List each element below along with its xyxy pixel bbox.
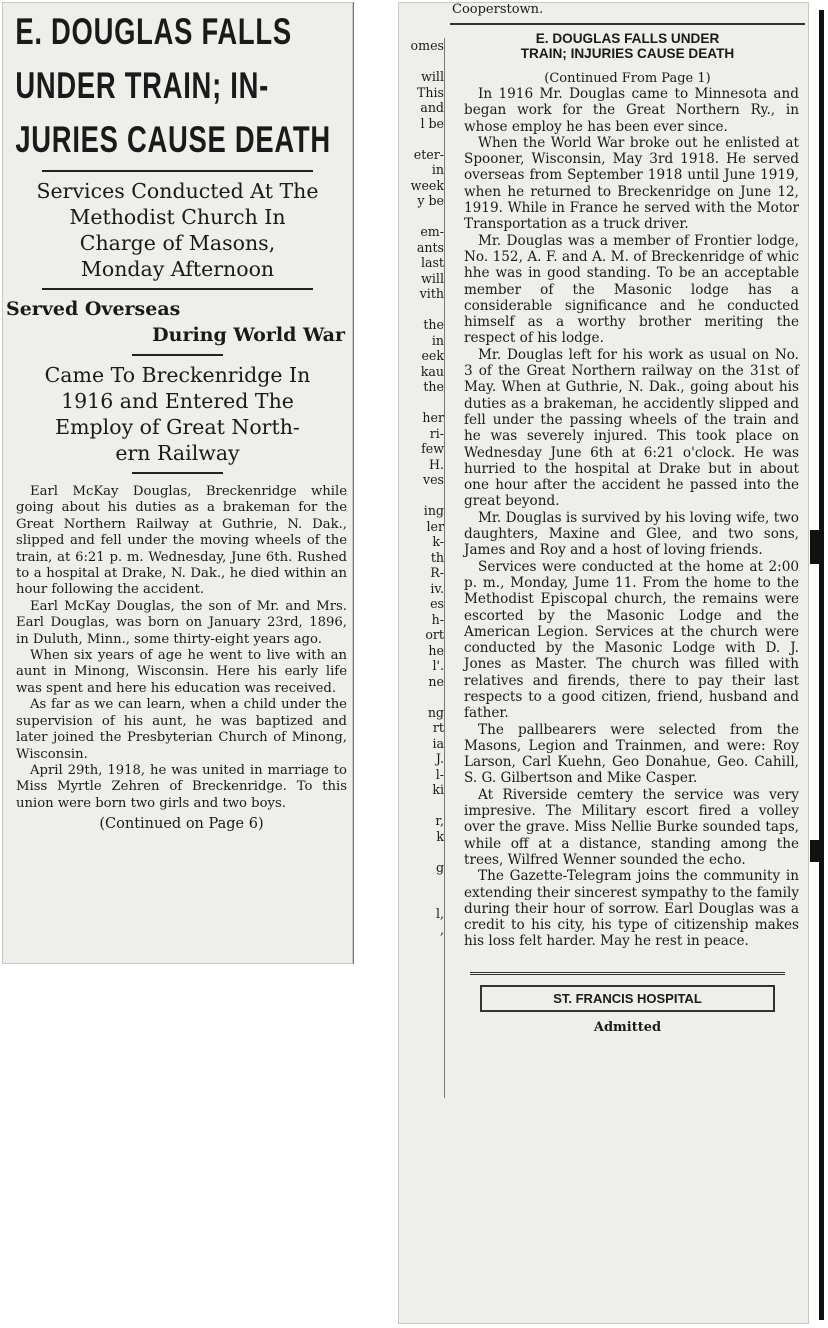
fragment-line <box>398 844 444 860</box>
continued-note: (Continued on Page 6) <box>99 816 264 833</box>
headline-line: TRAIN; INJURIES CAUSE DEATH <box>520 46 735 61</box>
continued-from: (Continued From Page 1) <box>544 71 711 86</box>
paragraph: Mr. Douglas was a member of Frontier lodge, No. 152, A. F. and A. M. of Breckenridge of whic hhe was in good standing. To be an acceptable member of the Masonic lodge has a considerable significance and he conducted himself as a worthy brother meriting the respect of his lodge. <box>464 232 799 347</box>
page-edge-mark <box>810 530 824 564</box>
fragment-line <box>398 937 444 953</box>
fragment-line: ants <box>416 239 444 255</box>
fragment-line: ki <box>432 782 444 797</box>
paragraph: Mr. Douglas is survived by his loving wife, two daughters, Maxine and Glee, and two sons, James and Roy and a host of loving friends. <box>464 509 799 559</box>
fragment-line <box>398 54 444 70</box>
deck-line: Methodist Church In <box>69 205 286 229</box>
fragment-line <box>398 875 444 891</box>
fragment-line: l, <box>435 906 444 921</box>
fragment-line: J. <box>435 751 444 766</box>
paragraph: The Gazette-Telegram joins the community in extending their sincerest sympathy to the family during their hour of sorrow. Earl Douglas was a credit to his city, his type of citizenship makes his loss felt harder. May he rest in peace. <box>464 868 799 950</box>
fragment-line <box>398 1030 444 1046</box>
paragraph: Earl McKay Douglas, the son of Mr. and Mrs. Earl Douglas, was born on January 23rd, 1896, in Duluth, Minn., some thirty-eight years ago. <box>16 598 347 647</box>
top-line: Cooperstown. <box>452 2 544 17</box>
subheadline-services <box>2 178 353 282</box>
clipping-continuation <box>398 2 809 1324</box>
fragment-line: he <box>428 642 444 658</box>
fragment-line: ng <box>427 704 444 720</box>
fragment-line: R- <box>430 565 444 580</box>
fragment-line <box>398 953 444 969</box>
fragment-line <box>398 302 444 318</box>
fragment-line: k <box>436 828 444 844</box>
fragment-line: the <box>423 317 444 332</box>
fragment-line: ler <box>426 518 444 534</box>
fragment-line: ing <box>423 503 444 518</box>
headline-line: E. DOUGLAS FALLS <box>15 11 292 52</box>
fragment-line: y be <box>417 193 444 208</box>
fragment-line <box>398 999 444 1015</box>
fragment-line <box>398 488 444 504</box>
hospital-title: ST. FRANCIS HOSPITAL <box>480 985 775 1012</box>
headline-line: UNDER TRAIN; IN- <box>15 65 270 106</box>
hospital-subheading: Admitted <box>593 1019 662 1035</box>
clipping-front-page <box>2 2 354 964</box>
fragment-line <box>398 209 444 225</box>
divider <box>132 472 223 474</box>
fragment-line <box>398 891 444 907</box>
article-body <box>2 480 353 833</box>
divider <box>42 170 313 172</box>
fragment-line: k- <box>432 534 444 549</box>
fragment-line <box>398 968 444 984</box>
fragment-line: th <box>430 549 444 565</box>
hospital-section <box>470 972 785 1035</box>
headline-line: E. DOUGLAS FALLS UNDER <box>535 31 720 46</box>
paragraph: When six years of age he went to live with an aunt in Minong, Wisconsin. Here his early life was spent and here his education was received. <box>16 648 347 696</box>
fragment-line: will <box>421 270 444 286</box>
paragraph: Services were conducted at the home at 2:00 p. m., Monday, Jume 11. From the home to the Methodist Episcopal church, the remains were escorted by the Masonic Lodge and the American Legion. Services at the church were conducted by the Masonic Lodge with D. J. Jones as Master. The church was filled with relatives and firends, there to pay their last respects to a good citizen, friend, husband and father. <box>464 558 799 722</box>
paragraph: April 29th, 1918, he was united in marriage to Miss Myrtle Zehren of Breckenridge. To this union were born two girls and two boys. <box>16 762 347 811</box>
fragment-line: This <box>416 84 444 100</box>
deck-line: Served Overseas <box>6 298 181 320</box>
page-edge-bar <box>819 10 824 1320</box>
fragment-line: in <box>431 162 444 177</box>
adjacent-column-fragments <box>398 38 445 1098</box>
fragment-line: h- <box>431 611 444 627</box>
fragment-line <box>398 798 444 814</box>
divider <box>42 288 313 290</box>
continuation-column <box>450 2 805 1035</box>
deck-line: During World War <box>152 324 345 346</box>
fragment-line: ort <box>425 627 444 642</box>
fragment-line: kau <box>420 363 444 379</box>
paragraph: Earl McKay Douglas, Breckenridge while going about his duties as a brakeman for the Great Northern Railway at Guthrie, N. Dak., slipped and fell under the moving wheels of the train, at 6:21 p. m. Wednesday, June 6th. Rushed to a hospital at Drake, N. Dak., he died within an hour following the accident. <box>16 484 347 598</box>
fragment-line: week <box>410 177 444 193</box>
fragment-line: ia <box>432 735 444 751</box>
headline <box>450 23 805 61</box>
fragment-line: H. <box>429 456 444 472</box>
fragment-line: ne <box>428 673 444 689</box>
headline <box>2 2 353 164</box>
fragment-line: the <box>423 379 444 394</box>
fragment-line: and <box>420 100 444 115</box>
fragment-line: few <box>421 441 444 456</box>
fragment-line <box>398 689 444 705</box>
headline-line: JURIES CAUSE DEATH <box>15 119 331 160</box>
fragment-line: ri- <box>429 425 444 441</box>
fragment-line: l be <box>420 115 444 131</box>
subheadline-served-overseas <box>2 296 353 348</box>
fragment-line: her <box>422 410 444 425</box>
fragment-line: last <box>420 255 444 270</box>
deck-line: Services Conducted At The <box>36 179 319 203</box>
fragment-line <box>398 395 444 411</box>
fragment-line: omes <box>410 38 444 53</box>
deck-line: Employ of Great North- <box>55 415 300 439</box>
paragraph: At Riverside cemtery the service was very impresive. The Military escort fired a volley over the grave. Miss Nellie Burke sounded taps, while off at a distance, standing among the trees, Wilfred Wenner sounded the echo. <box>464 786 799 868</box>
fragment-line: r, <box>435 813 444 828</box>
deck-line: Came To Breckenridge In <box>44 363 311 387</box>
paragraph: The pallbearers were selected from the Masons, Legion and Trainmen, and were: Roy Larson, Carl Kuehn, Geo Donahue, Geo. Cahill, S. G. Gilbertson and Mike Casper. <box>464 721 799 787</box>
paragraph: When the World War broke out he enlisted at Spooner, Wisconsin, May 3rd 1918. He served overseas from September 1918 until June 1919, when he returned to Breckenridge on June 12, 1919. While in France he served with the Motor Transportation as a truck driver. <box>464 134 799 233</box>
fragment-line: l- <box>435 766 444 782</box>
fragment-line <box>398 984 444 1000</box>
fragment-line <box>398 1015 444 1031</box>
paragraph: As far as we can learn, when a child under the supervision of his aunt, he was baptized and later joined the Presbyterian Church of Minong, Wisconsin. <box>16 697 347 762</box>
fragment-line: em- <box>420 224 444 239</box>
fragment-line: eter- <box>413 146 444 162</box>
deck-line: Monday Afternoon <box>80 257 275 281</box>
deck-line: ern Railway <box>115 441 240 465</box>
paragraph: Mr. Douglas left for his work as usual on No. 3 of the Great Northern railway on the 31st of May. When at Guthrie, N. Dak., going about his duties as a brakeman, he accidently slipped and fell under the passing wheels of the train and he was severely injured. This took place on Wednesday June 6th at 6:21 o'clock. He was hurried to the hospital at Drake but in about one hour after the accident he passed into the great beyond. <box>464 346 799 510</box>
fragment-line: es <box>430 596 444 611</box>
fragment-line: will <box>421 69 444 84</box>
deck-line: 1916 and Entered The <box>61 389 294 413</box>
fragment-line: eek <box>421 348 444 363</box>
fragment-line: vith <box>419 286 444 301</box>
paragraph: In 1916 Mr. Douglas came to Minnesota and began work for the Great Northern Ry., in whose employ he has been ever since. <box>464 86 799 135</box>
fragment-line: l'. <box>432 658 444 673</box>
fragment-line: , <box>439 921 444 937</box>
fragment-line <box>398 131 444 147</box>
divider <box>132 354 223 356</box>
fragment-line: iv. <box>430 580 444 596</box>
fragment-line: rt <box>432 720 444 735</box>
article-body <box>450 86 805 950</box>
fragment-line: in <box>431 332 444 348</box>
deck-line: Charge of Masons, <box>79 231 276 255</box>
page-edge-mark <box>810 840 824 862</box>
fragment-line: ves <box>422 472 444 487</box>
fragment-line: g <box>435 859 444 875</box>
subheadline-breckenridge <box>2 362 353 466</box>
